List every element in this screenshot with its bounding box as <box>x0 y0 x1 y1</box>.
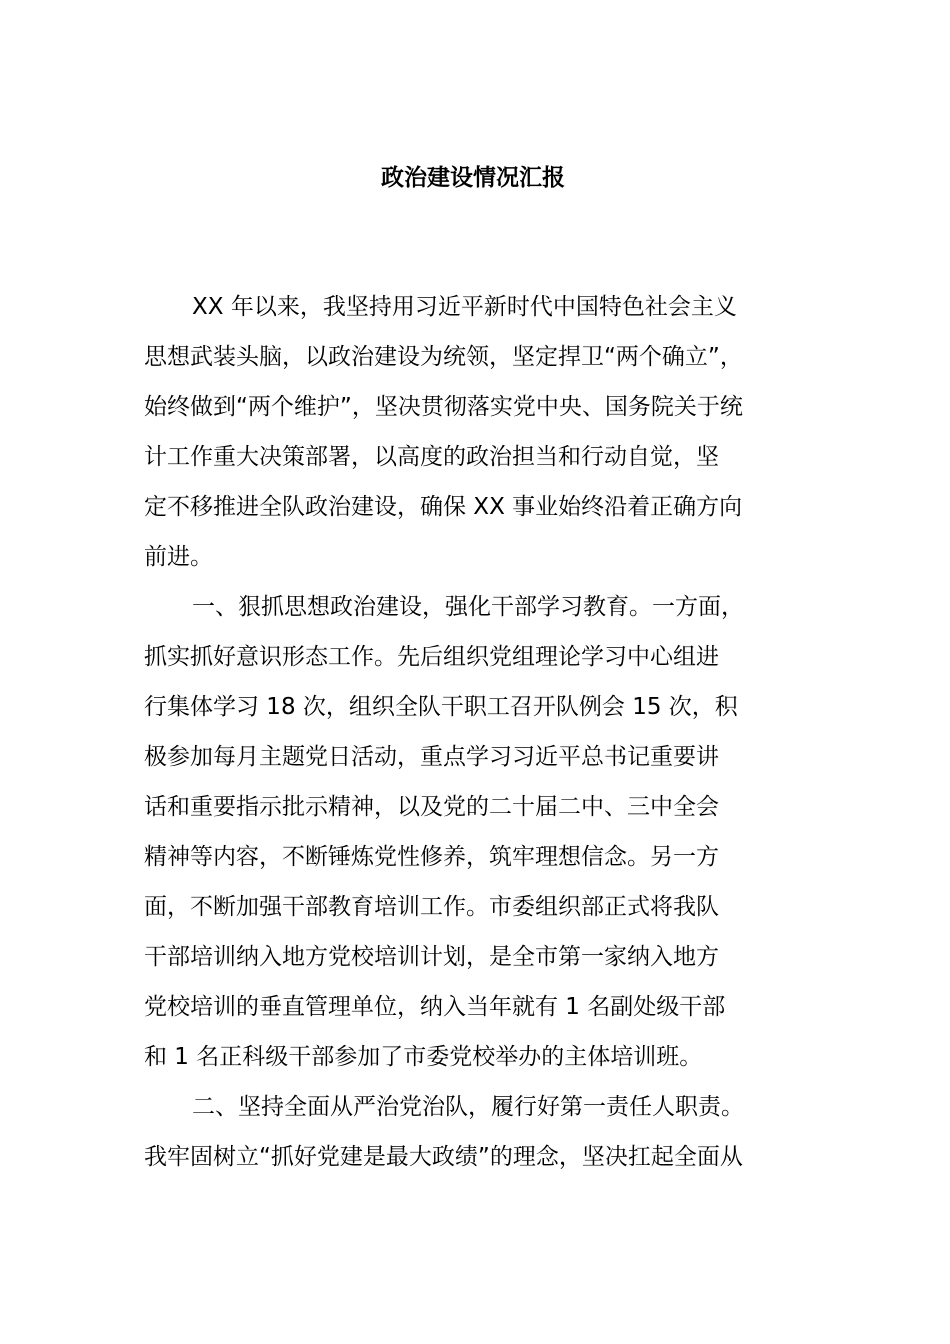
text-line: 始终做到“两个维护”，坚决贯彻落实党中央、国务院关于统 <box>144 394 743 420</box>
text-line: 面，不断加强干部教育培训工作。市委组织部正式将我队 <box>144 894 719 920</box>
text-line: 思想武装头脑，以政治建设为统领，坚定捍卫“两个确立”， <box>144 344 743 370</box>
text-line: 和 1 名正科级干部参加了市委党校举办的主体培训班。 <box>144 1044 703 1070</box>
text-line: 一、狠抓思想政治建设，强化干部学习教育。一方面， <box>192 594 744 620</box>
text-line: 定不移推进全队政治建设，确保 XX 事业始终沿着正确方向 <box>144 494 743 520</box>
paragraph-section-one <box>144 582 844 1082</box>
document-title: 政治建设情况汇报 <box>381 165 565 191</box>
text-line: 二、坚持全面从严治党治队，履行好第一责任人职责。 <box>192 1094 744 1120</box>
text-line: 干部培训纳入地方党校培训计划，是全市第一家纳入地方 <box>144 944 719 970</box>
text-line: 抓实抓好意识形态工作。先后组织党组理论学习中心组进 <box>144 644 719 670</box>
text-line: 计工作重大决策部署，以高度的政治担当和行动自觉，坚 <box>144 444 719 470</box>
text-line: 精神等内容，不断锤炼党性修养，筑牢理想信念。另一方 <box>144 844 719 870</box>
text-line: 党校培训的垂直管理单位，纳入当年就有 1 名副处级干部 <box>144 994 726 1020</box>
paragraph-section-two <box>144 1082 844 1182</box>
text-line: XX 年以来，我坚持用习近平新时代中国特色社会主义 <box>192 294 737 320</box>
text-line: 话和重要指示批示精神，以及党的二十届二中、三中全会 <box>144 794 719 820</box>
text-line: 前进。 <box>144 544 213 570</box>
text-line: 行集体学习 18 次，组织全队干职工召开队例会 15 次，积 <box>144 694 738 720</box>
text-line: 我牢固树立“抓好党建是最大政绩”的理念，坚决扛起全面从 <box>144 1144 743 1170</box>
document-body <box>144 282 844 1182</box>
text-line: 极参加每月主题党日活动，重点学习习近平总书记重要讲 <box>144 744 719 770</box>
paragraph-intro <box>144 282 844 582</box>
